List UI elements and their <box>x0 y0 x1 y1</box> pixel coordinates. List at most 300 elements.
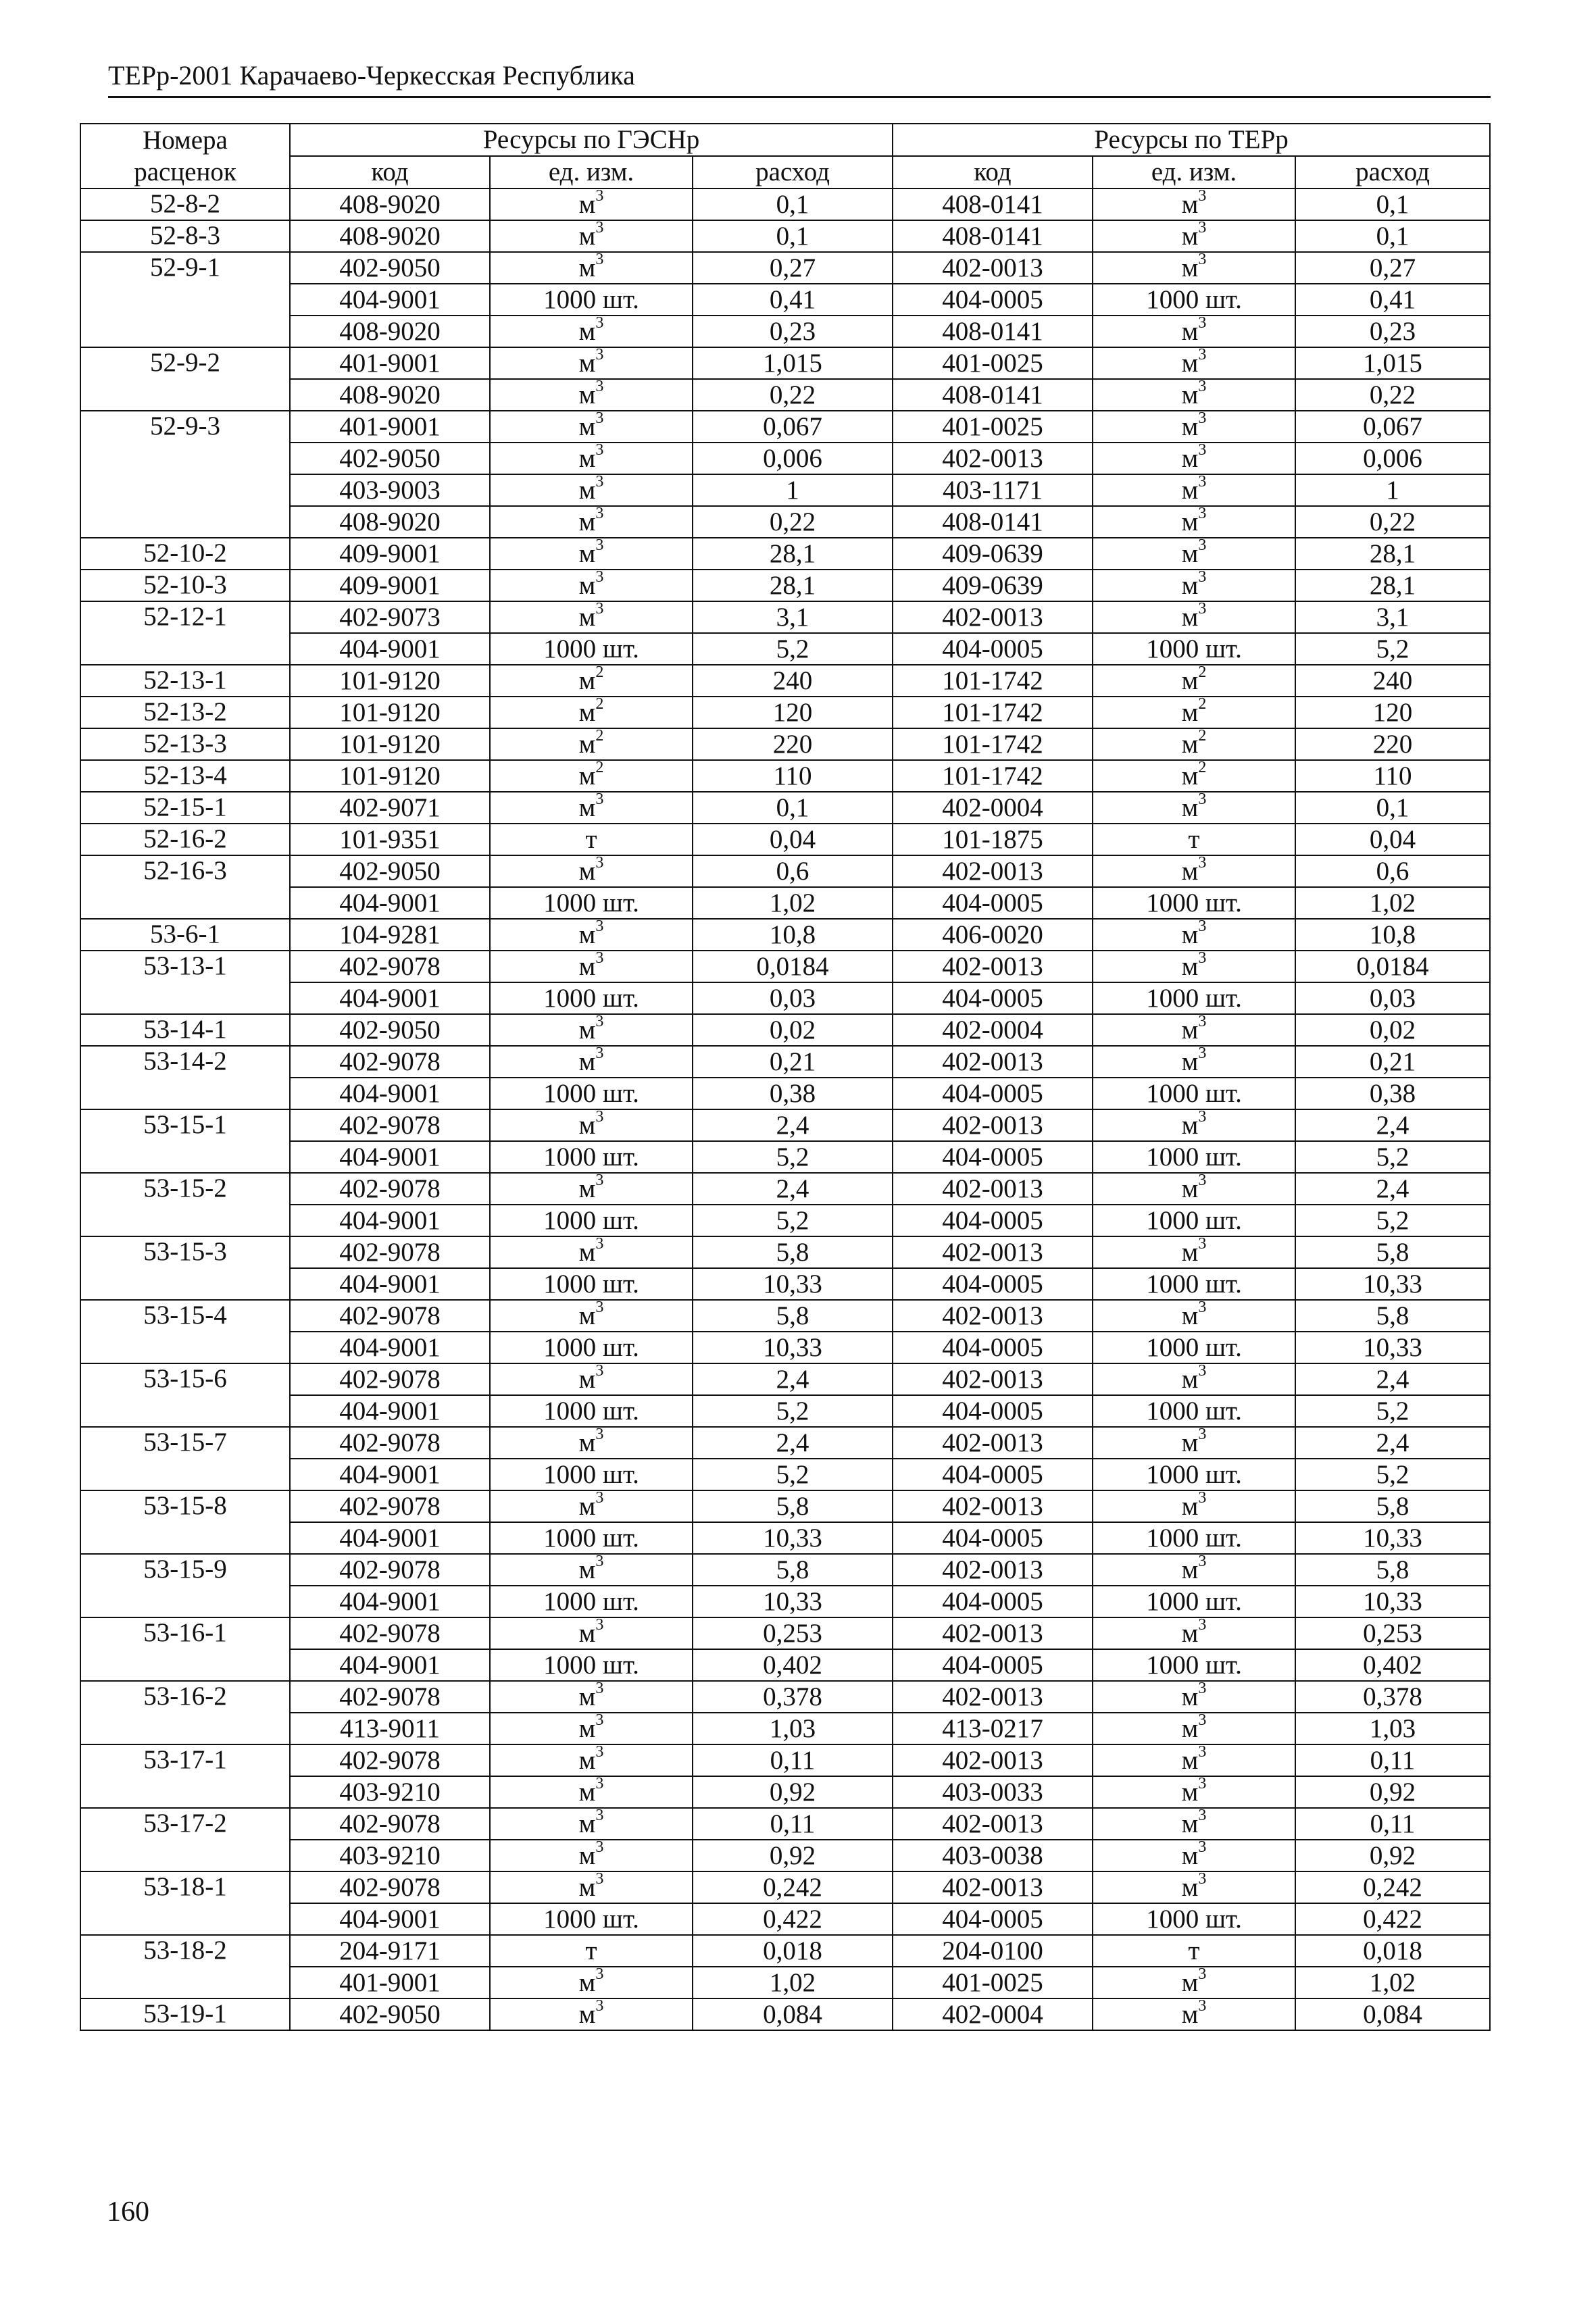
gesn-code-cell: 408-9020 <box>290 316 490 347</box>
table-header-row <box>80 124 1490 156</box>
gesn-unit-cell: 1000 шт. <box>490 1459 693 1490</box>
rate-number-cell <box>80 1967 290 1998</box>
gesn-code-cell: 408-9020 <box>290 220 490 252</box>
table-row <box>80 1681 1490 1713</box>
table-row <box>80 1141 1490 1173</box>
rate-number-cell <box>80 1649 290 1681</box>
ter-unit-cell: $м^3$ <box>1093 252 1295 284</box>
gesn-code-cell: 402-9078 <box>290 1300 490 1332</box>
gesn-amount-cell: 0,92 <box>693 1776 893 1808</box>
rate-number-cell <box>80 982 290 1014</box>
col-group-terr: Ресурсы по ТЕРр <box>893 124 1490 156</box>
table-row <box>80 570 1490 601</box>
ter-amount-cell: 0,23 <box>1295 316 1490 347</box>
ter-code-cell: 402-0013 <box>893 252 1093 284</box>
ter-unit-cell: $м^3$ <box>1093 1998 1295 2030</box>
ter-unit-cell: $м^3$ <box>1093 443 1295 474</box>
gesn-code-cell: 403-9003 <box>290 474 490 506</box>
ter-code-cell: 402-0013 <box>893 1617 1093 1649</box>
table-row <box>80 1808 1490 1840</box>
gesn-amount-cell: 0,23 <box>693 316 893 347</box>
gesn-unit-cell: $м^2$ <box>490 697 693 728</box>
table-row <box>80 1236 1490 1268</box>
gesn-amount-cell: 5,8 <box>693 1490 893 1522</box>
table-row <box>80 824 1490 855</box>
ter-amount-cell: 1,02 <box>1295 1967 1490 1998</box>
gesn-unit-cell: $м^3$ <box>490 347 693 379</box>
gesn-code-cell: 402-9078 <box>290 1554 490 1586</box>
ter-code-cell: 402-0013 <box>893 1871 1093 1903</box>
ter-amount-cell: 0,21 <box>1295 1046 1490 1078</box>
ter-unit-cell: $м^2$ <box>1093 728 1295 760</box>
rate-number-cell: 53-18-1 <box>80 1871 290 1903</box>
ter-amount-cell: 1,015 <box>1295 347 1490 379</box>
rate-number-cell: 53-19-1 <box>80 1998 290 2030</box>
ter-code-cell: 101-1875 <box>893 824 1093 855</box>
gesn-amount-cell: 0,067 <box>693 411 893 443</box>
ter-amount-cell: 0,38 <box>1295 1078 1490 1109</box>
ter-code-cell: 402-0004 <box>893 1014 1093 1046</box>
gesn-unit-cell: $м^3$ <box>490 1808 693 1840</box>
gesn-unit-cell: $м^3$ <box>490 1744 693 1776</box>
ter-code-cell: 404-0005 <box>893 1586 1093 1617</box>
gesn-amount-cell: 28,1 <box>693 538 893 570</box>
table-subheader-row <box>80 156 1490 188</box>
gesn-amount-cell: 0,38 <box>693 1078 893 1109</box>
gesn-unit-cell: $м^3$ <box>490 1427 693 1459</box>
gesn-amount-cell: 0,27 <box>693 252 893 284</box>
table-row <box>80 1109 1490 1141</box>
gesn-code-cell: 401-9001 <box>290 411 490 443</box>
table-row <box>80 411 1490 443</box>
table-row <box>80 1617 1490 1649</box>
ter-unit-cell: $м^3$ <box>1093 474 1295 506</box>
gesn-amount-cell: 10,33 <box>693 1586 893 1617</box>
gesn-amount-cell: 2,4 <box>693 1363 893 1395</box>
ter-unit-cell: $м^3$ <box>1093 919 1295 951</box>
gesn-code-cell: 404-9001 <box>290 1649 490 1681</box>
rate-number-cell <box>80 1586 290 1617</box>
ter-unit-cell: 1000 шт. <box>1093 1459 1295 1490</box>
ter-unit-cell: $м^3$ <box>1093 1967 1295 1998</box>
table-row <box>80 1554 1490 1586</box>
rate-number-cell: 53-15-7 <box>80 1427 290 1459</box>
rate-number-cell: 52-13-4 <box>80 760 290 792</box>
ter-amount-cell: 0,0184 <box>1295 951 1490 982</box>
rate-number-cell: 52-15-1 <box>80 792 290 824</box>
ter-unit-cell: 1000 шт. <box>1093 633 1295 665</box>
gesn-code-cell: 404-9001 <box>290 633 490 665</box>
gesn-unit-cell: $м^3$ <box>490 1014 693 1046</box>
rate-number-cell: 53-16-2 <box>80 1681 290 1713</box>
ter-code-cell: 408-0141 <box>893 220 1093 252</box>
ter-code-cell: 402-0013 <box>893 443 1093 474</box>
gesn-unit-cell: $м^3$ <box>490 951 693 982</box>
ter-code-cell: 402-0013 <box>893 1173 1093 1205</box>
gesn-unit-cell: 1000 шт. <box>490 887 693 919</box>
gesn-unit-cell: $м^3$ <box>490 1776 693 1808</box>
rate-number-cell <box>80 1840 290 1871</box>
table-row <box>80 1522 1490 1554</box>
ter-unit-cell: 1000 шт. <box>1093 1522 1295 1554</box>
gesn-unit-cell: $м^3$ <box>490 1490 693 1522</box>
ter-code-cell: 404-0005 <box>893 1078 1093 1109</box>
table-row <box>80 220 1490 252</box>
ter-unit-cell: т <box>1093 824 1295 855</box>
gesn-amount-cell: 5,2 <box>693 633 893 665</box>
ter-amount-cell: 10,33 <box>1295 1268 1490 1300</box>
gesn-amount-cell: 1,02 <box>693 887 893 919</box>
table-row <box>80 982 1490 1014</box>
gesn-code-cell: 402-9050 <box>290 855 490 887</box>
table-row <box>80 506 1490 538</box>
rate-number-cell <box>80 474 290 506</box>
ter-code-cell: 406-0020 <box>893 919 1093 951</box>
rate-number-cell: 53-15-8 <box>80 1490 290 1522</box>
ter-code-cell: 401-0025 <box>893 1967 1093 1998</box>
ter-code-cell: 404-0005 <box>893 284 1093 316</box>
table-row <box>80 728 1490 760</box>
ter-code-cell: 402-0013 <box>893 951 1093 982</box>
col-header-numbers: Номера <box>80 124 290 156</box>
ter-code-cell: 401-0025 <box>893 347 1093 379</box>
gesn-amount-cell: 0,11 <box>693 1744 893 1776</box>
gesn-unit-cell: 1000 шт. <box>490 1649 693 1681</box>
table-row <box>80 1300 1490 1332</box>
gesn-unit-cell: $м^3$ <box>490 1173 693 1205</box>
ter-code-cell: 402-0013 <box>893 1554 1093 1586</box>
ter-amount-cell: 5,8 <box>1295 1300 1490 1332</box>
gesn-amount-cell: 0,1 <box>693 220 893 252</box>
ter-code-cell: 404-0005 <box>893 1395 1093 1427</box>
ter-unit-cell: $м^3$ <box>1093 188 1295 220</box>
ter-amount-cell: 1 <box>1295 474 1490 506</box>
ter-unit-cell: 1000 шт. <box>1093 887 1295 919</box>
gesn-amount-cell: 10,33 <box>693 1268 893 1300</box>
gesn-unit-cell: т <box>490 1935 693 1967</box>
ter-unit-cell: $м^3$ <box>1093 570 1295 601</box>
ter-unit-cell: $м^3$ <box>1093 1014 1295 1046</box>
ter-code-cell: 101-1742 <box>893 728 1093 760</box>
gesn-code-cell: 403-9210 <box>290 1776 490 1808</box>
gesn-amount-cell: 110 <box>693 760 893 792</box>
table-row <box>80 1967 1490 1998</box>
gesn-unit-cell: $м^3$ <box>490 855 693 887</box>
resource-table <box>80 123 1491 2031</box>
rate-number-cell <box>80 1395 290 1427</box>
gesn-amount-cell: 3,1 <box>693 601 893 633</box>
ter-code-cell: 402-0013 <box>893 1363 1093 1395</box>
rate-number-cell: 52-9-1 <box>80 252 290 284</box>
ter-unit-cell: $м^3$ <box>1093 506 1295 538</box>
gesn-amount-cell: 5,2 <box>693 1395 893 1427</box>
gesn-amount-cell: 5,2 <box>693 1141 893 1173</box>
ter-unit-cell: $м^3$ <box>1093 1490 1295 1522</box>
table-row <box>80 284 1490 316</box>
ter-amount-cell: 0,92 <box>1295 1840 1490 1871</box>
ter-amount-cell: 0,006 <box>1295 443 1490 474</box>
rate-number-cell: 53-15-4 <box>80 1300 290 1332</box>
gesn-unit-cell: 1000 шт. <box>490 1205 693 1236</box>
table-row <box>80 1332 1490 1363</box>
gesn-unit-cell: $м^2$ <box>490 760 693 792</box>
rate-number-cell <box>80 1776 290 1808</box>
gesn-unit-cell: $м^3$ <box>490 474 693 506</box>
rate-number-cell: 52-10-2 <box>80 538 290 570</box>
ter-amount-cell: 10,33 <box>1295 1332 1490 1363</box>
gesn-code-cell: 413-9011 <box>290 1713 490 1744</box>
table-body <box>80 188 1490 2030</box>
ter-amount-cell: 5,8 <box>1295 1236 1490 1268</box>
ter-amount-cell: 0,018 <box>1295 1935 1490 1967</box>
gesn-amount-cell: 220 <box>693 728 893 760</box>
ter-amount-cell: 0,02 <box>1295 1014 1490 1046</box>
col-header-gesn-amount: расход <box>693 156 893 188</box>
rate-number-cell: 52-9-3 <box>80 411 290 443</box>
gesn-code-cell: 404-9001 <box>290 1141 490 1173</box>
ter-amount-cell: 0,22 <box>1295 379 1490 411</box>
table-row <box>80 1490 1490 1522</box>
rate-number-cell: 52-13-2 <box>80 697 290 728</box>
page-header: ТЕРр-2001 Карачаево-Черкесская Республика <box>108 59 1491 98</box>
gesn-code-cell: 402-9078 <box>290 1173 490 1205</box>
gesn-unit-cell: $м^3$ <box>490 506 693 538</box>
ter-unit-cell: $м^3$ <box>1093 316 1295 347</box>
gesn-code-cell: 404-9001 <box>290 887 490 919</box>
gesn-code-cell: 409-9001 <box>290 570 490 601</box>
ter-code-cell: 401-0025 <box>893 411 1093 443</box>
ter-unit-cell: $м^3$ <box>1093 1109 1295 1141</box>
gesn-amount-cell: 0,1 <box>693 188 893 220</box>
gesn-code-cell: 404-9001 <box>290 1522 490 1554</box>
ter-code-cell: 402-0004 <box>893 1998 1093 2030</box>
gesn-code-cell: 402-9078 <box>290 1681 490 1713</box>
gesn-unit-cell: 1000 шт. <box>490 1395 693 1427</box>
ter-code-cell: 404-0005 <box>893 1903 1093 1935</box>
table-row <box>80 1459 1490 1490</box>
gesn-amount-cell: 0,242 <box>693 1871 893 1903</box>
rate-number-cell: 52-9-2 <box>80 347 290 379</box>
ter-code-cell: 408-0141 <box>893 379 1093 411</box>
ter-amount-cell: 5,2 <box>1295 1459 1490 1490</box>
ter-code-cell: 402-0013 <box>893 1808 1093 1840</box>
table-row <box>80 1935 1490 1967</box>
gesn-code-cell: 401-9001 <box>290 1967 490 1998</box>
ter-unit-cell: $м^3$ <box>1093 1840 1295 1871</box>
ter-code-cell: 101-1742 <box>893 665 1093 697</box>
gesn-amount-cell: 2,4 <box>693 1173 893 1205</box>
ter-amount-cell: 0,6 <box>1295 855 1490 887</box>
ter-amount-cell: 2,4 <box>1295 1173 1490 1205</box>
ter-amount-cell: 0,378 <box>1295 1681 1490 1713</box>
gesn-code-cell: 402-9078 <box>290 951 490 982</box>
ter-amount-cell: 28,1 <box>1295 570 1490 601</box>
rate-number-cell: 52-13-3 <box>80 728 290 760</box>
gesn-code-cell: 402-9078 <box>290 1490 490 1522</box>
ter-unit-cell: $м^3$ <box>1093 855 1295 887</box>
rate-number-cell: 53-15-3 <box>80 1236 290 1268</box>
rate-number-cell <box>80 633 290 665</box>
table-row <box>80 1840 1490 1871</box>
gesn-amount-cell: 0,04 <box>693 824 893 855</box>
gesn-unit-cell: $м^2$ <box>490 728 693 760</box>
gesn-amount-cell: 1,015 <box>693 347 893 379</box>
table-row <box>80 1903 1490 1935</box>
ter-unit-cell: $м^3$ <box>1093 1300 1295 1332</box>
gesn-amount-cell: 0,21 <box>693 1046 893 1078</box>
gesn-unit-cell: 1000 шт. <box>490 633 693 665</box>
gesn-unit-cell: $м^3$ <box>490 792 693 824</box>
ter-unit-cell: 1000 шт. <box>1093 1141 1295 1173</box>
col-header-numbers-line2: расценок <box>80 156 290 188</box>
rate-number-cell: 52-10-3 <box>80 570 290 601</box>
table-row <box>80 474 1490 506</box>
table-row <box>80 1998 1490 2030</box>
gesn-amount-cell: 5,8 <box>693 1554 893 1586</box>
ter-code-cell: 403-1171 <box>893 474 1093 506</box>
ter-amount-cell: 5,2 <box>1295 1141 1490 1173</box>
gesn-unit-cell: $м^3$ <box>490 601 693 633</box>
ter-unit-cell: 1000 шт. <box>1093 982 1295 1014</box>
table-row <box>80 1363 1490 1395</box>
ter-amount-cell: 10,33 <box>1295 1586 1490 1617</box>
gesn-unit-cell: $м^3$ <box>490 1236 693 1268</box>
gesn-code-cell: 402-9078 <box>290 1744 490 1776</box>
ter-amount-cell: 5,2 <box>1295 1205 1490 1236</box>
rate-number-cell <box>80 443 290 474</box>
gesn-code-cell: 403-9210 <box>290 1840 490 1871</box>
table-row <box>80 792 1490 824</box>
gesn-code-cell: 402-9050 <box>290 443 490 474</box>
rate-number-cell <box>80 316 290 347</box>
col-header-ter-amount: расход <box>1295 156 1490 188</box>
table-row <box>80 316 1490 347</box>
gesn-amount-cell: 0,41 <box>693 284 893 316</box>
ter-unit-cell: 1000 шт. <box>1093 1586 1295 1617</box>
ter-amount-cell: 240 <box>1295 665 1490 697</box>
gesn-unit-cell: $м^3$ <box>490 1967 693 1998</box>
col-header-gesn-unit: ед. изм. <box>490 156 693 188</box>
ter-code-cell: 409-0639 <box>893 570 1093 601</box>
ter-unit-cell: $м^3$ <box>1093 379 1295 411</box>
ter-unit-cell: т <box>1093 1935 1295 1967</box>
ter-amount-cell: 10,33 <box>1295 1522 1490 1554</box>
gesn-code-cell: 402-9078 <box>290 1046 490 1078</box>
gesn-amount-cell: 0,402 <box>693 1649 893 1681</box>
rate-number-cell: 53-16-1 <box>80 1617 290 1649</box>
rate-number-cell: 53-6-1 <box>80 919 290 951</box>
col-group-gesnr: Ресурсы по ГЭСНр <box>290 124 893 156</box>
gesn-unit-cell: 1000 шт. <box>490 1268 693 1300</box>
ter-amount-cell: 0,03 <box>1295 982 1490 1014</box>
ter-amount-cell: 10,8 <box>1295 919 1490 951</box>
ter-unit-cell: 1000 шт. <box>1093 1649 1295 1681</box>
table-row <box>80 188 1490 220</box>
ter-code-cell: 204-0100 <box>893 1935 1093 1967</box>
ter-unit-cell: $м^2$ <box>1093 760 1295 792</box>
ter-amount-cell: 2,4 <box>1295 1109 1490 1141</box>
ter-amount-cell: 0,92 <box>1295 1776 1490 1808</box>
table-row <box>80 665 1490 697</box>
rate-number-cell: 52-8-2 <box>80 188 290 220</box>
gesn-code-cell: 408-9020 <box>290 188 490 220</box>
gesn-code-cell: 402-9078 <box>290 1363 490 1395</box>
col-header-ter-unit: ед. изм. <box>1093 156 1295 188</box>
ter-code-cell: 402-0013 <box>893 1109 1093 1141</box>
gesn-unit-cell: $м^3$ <box>490 1840 693 1871</box>
gesn-unit-cell: 1000 шт. <box>490 1586 693 1617</box>
gesn-amount-cell: 0,1 <box>693 792 893 824</box>
gesn-code-cell: 204-9171 <box>290 1935 490 1967</box>
ter-code-cell: 402-0013 <box>893 601 1093 633</box>
ter-code-cell: 402-0013 <box>893 1744 1093 1776</box>
gesn-amount-cell: 5,8 <box>693 1236 893 1268</box>
rate-number-cell <box>80 1522 290 1554</box>
gesn-unit-cell: $м^3$ <box>490 538 693 570</box>
ter-code-cell: 402-0004 <box>893 792 1093 824</box>
gesn-code-cell: 402-9071 <box>290 792 490 824</box>
rate-number-cell: 52-16-3 <box>80 855 290 887</box>
table-row <box>80 951 1490 982</box>
gesn-amount-cell: 240 <box>693 665 893 697</box>
gesn-unit-cell: 1000 шт. <box>490 1332 693 1363</box>
gesn-amount-cell: 1,02 <box>693 1967 893 1998</box>
rate-number-cell <box>80 1903 290 1935</box>
gesn-amount-cell: 0,22 <box>693 506 893 538</box>
gesn-code-cell: 408-9020 <box>290 379 490 411</box>
rate-number-cell: 53-18-2 <box>80 1935 290 1967</box>
rate-number-cell: 53-15-9 <box>80 1554 290 1586</box>
rate-number-cell: 52-13-1 <box>80 665 290 697</box>
rate-number-cell: 53-14-1 <box>80 1014 290 1046</box>
table-row <box>80 697 1490 728</box>
ter-unit-cell: $м^2$ <box>1093 697 1295 728</box>
gesn-unit-cell: $м^3$ <box>490 919 693 951</box>
ter-unit-cell: $м^3$ <box>1093 1236 1295 1268</box>
ter-amount-cell: 2,4 <box>1295 1427 1490 1459</box>
gesn-code-cell: 101-9120 <box>290 697 490 728</box>
gesn-code-cell: 101-9120 <box>290 665 490 697</box>
gesn-unit-cell: $м^3$ <box>490 1871 693 1903</box>
gesn-code-cell: 404-9001 <box>290 1078 490 1109</box>
gesn-code-cell: 404-9001 <box>290 1268 490 1300</box>
ter-unit-cell: $м^3$ <box>1093 220 1295 252</box>
rate-number-cell <box>80 1459 290 1490</box>
gesn-amount-cell: 0,0184 <box>693 951 893 982</box>
gesn-amount-cell: 0,6 <box>693 855 893 887</box>
ter-code-cell: 402-0013 <box>893 1046 1093 1078</box>
ter-amount-cell: 0,27 <box>1295 252 1490 284</box>
gesn-code-cell: 402-9050 <box>290 1998 490 2030</box>
table-row <box>80 1586 1490 1617</box>
gesn-unit-cell: $м^3$ <box>490 188 693 220</box>
table-row <box>80 443 1490 474</box>
gesn-code-cell: 402-9078 <box>290 1808 490 1840</box>
rate-number-cell: 53-14-2 <box>80 1046 290 1078</box>
rate-number-cell: 52-16-2 <box>80 824 290 855</box>
ter-amount-cell: 5,2 <box>1295 633 1490 665</box>
ter-amount-cell: 110 <box>1295 760 1490 792</box>
gesn-amount-cell: 2,4 <box>693 1427 893 1459</box>
gesn-unit-cell: $м^3$ <box>490 220 693 252</box>
table-row <box>80 1776 1490 1808</box>
rate-number-cell <box>80 506 290 538</box>
rate-number-cell <box>80 1078 290 1109</box>
gesn-unit-cell: 1000 шт. <box>490 1903 693 1935</box>
ter-amount-cell: 0,11 <box>1295 1744 1490 1776</box>
ter-unit-cell: $м^3$ <box>1093 1554 1295 1586</box>
ter-unit-cell: $м^3$ <box>1093 1046 1295 1078</box>
